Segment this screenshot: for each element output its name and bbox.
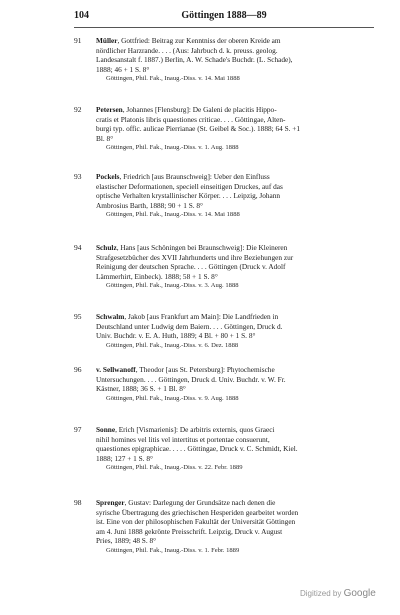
dissertation-note: Göttingen, Phil. Fak., Inaug.-Diss. v. 9. Aug. 1888 [106, 394, 239, 402]
dissertation-note: Göttingen, Phil. Fak., Inaug.-Diss. v. 14. Mai 1888 [106, 211, 240, 219]
dissertation-note: Göttingen, Phil. Fak., Inaug.-Diss. v. 14. Mai 1888 [106, 75, 240, 83]
entry-line: 1888; 46 + 1 S. 8° [96, 64, 150, 74]
entry-line: am 4. Juni 1888 gekrönte Preisschrift. Leipzig, Druck v. August [96, 526, 283, 536]
header-rule [74, 27, 374, 28]
entry-line: Ambrosius Barth, 1888; 90 + 1 S. 8° [96, 200, 203, 210]
entry-line: Schulz, Hans [aus Schöningen bei Braunschweig]: Die Kleineren [96, 243, 288, 252]
entry-line: Pockels, Friedrich [aus Braunschweig]: Ueber den Einfluss [96, 172, 270, 181]
entry-number: 93 [74, 172, 82, 181]
entry-line: Untersuchungen. . . . Göttingen, Druck d. Univ. Buchdr. v. W. Fr. [96, 374, 286, 384]
entry-number: 92 [74, 105, 82, 114]
entry-line: ist. Eine von der philosophischen Fakultät der Universität Göttingen [96, 517, 296, 527]
entry-number: 95 [74, 312, 82, 321]
entry-line: Univ. Buchdr. v. E. A. Huth, 1889; 4 Bl. + 80 + 1 S. 8° [96, 331, 256, 341]
entry-body [96, 105, 374, 153]
dissertation-note: Göttingen, Phil. Fak., Inaug.-Diss. v. 22. Febr. 1889 [106, 464, 243, 472]
page-number: 104 [74, 10, 89, 21]
entry-number: 94 [74, 243, 82, 252]
entry-line: nördlicher Harzrande. . . . (Aus: Jahrbuch d. k. preuss. geolog. [96, 45, 278, 55]
entry-line: Kästner, 1888; 36 S. + 1 Bl. 8° [96, 384, 186, 394]
dissertation-note: Göttingen, Phil. Fak., Inaug.-Diss. v. 3. Aug. 1888 [106, 282, 239, 290]
entry-body [96, 312, 374, 350]
entry-number: 97 [74, 425, 82, 434]
dissertation-note: Göttingen, Phil. Fak., Inaug.-Diss. v. 1. Febr. 1889 [106, 546, 240, 554]
entry-line: 1888; 127 + 1 S. 8° [96, 453, 153, 463]
entry-line: optische Verhalten krystallinischer Körper. . . . Leipzig, Johann [96, 191, 281, 201]
entry-body [96, 365, 374, 403]
entry-line: cratis et Platonis libris quaestiones criticae. . . . Göttingae, Alten- [96, 114, 286, 124]
entry-line: Sonne, Erich [Vismarienis]: De arbitris externis, quos Graeci [96, 425, 275, 434]
entry-line: Sprenger, Gustav: Darlegung der Grundsätze nach denen die [96, 498, 276, 507]
entry-line: Müller, Gottfried: Beitrag zur Kenntniss der oberen Kreide am [96, 36, 281, 45]
running-title: Göttingen 1888—89 [181, 10, 267, 21]
google-logo-text: Google [343, 588, 376, 599]
entry-line: Petersen, Johannes [Flensburg]: De Galeni de placitis Hippo- [96, 105, 277, 114]
entry-line: Lämmerhirt, Einbeck). 1888; 58 + 1 S. 8° [96, 271, 218, 281]
entry-body [96, 425, 374, 473]
entry-line: nihil homines vel litis vel intertitus et portentae consuerunt, [96, 434, 270, 444]
digitized-watermark [300, 588, 376, 599]
entry-body [96, 36, 374, 84]
page-header [74, 10, 374, 24]
entry-line: Pries, 1889; 48 S. 8° [96, 536, 157, 546]
entry-line: syrische Übertragung des griechischen Hesperiden gearbeitet worden [96, 507, 299, 517]
entry-body [96, 172, 374, 220]
entry-number: 98 [74, 498, 82, 507]
entry-number: 96 [74, 365, 82, 374]
entry-body [96, 498, 374, 555]
entry-line: Schwalm, Jakob [aus Frankfurt am Main]: Die Landfrieden in [96, 312, 279, 321]
dissertation-note: Göttingen, Phil. Fak., Inaug.-Diss. v. 6. Dez. 1888 [106, 341, 239, 349]
entry-line: Strafgesetzbücher des XVII Jahrhunderts und ihre Beziehungen zur [96, 252, 294, 262]
digitized-by-text: Digitized by [300, 589, 342, 598]
entry-line: v. Sellwanoff, Theodor [aus St. Petersburg]: Phytochemische [96, 365, 275, 374]
entry-number: 91 [74, 36, 82, 45]
entry-line: Bl. 8° [96, 133, 114, 143]
entry-line: Landesanstalt f. 1887.) Berlin, A. W. Schade's Buchdr. (L. Schade), [96, 55, 293, 65]
entry-line: burgi typ. offic. aulicae Pierrianae (St. Geibel & Soc.). 1888; 64 S. +1 [96, 124, 301, 134]
entry-line: elastischer Deformationen, speciell einseitigen Druckes, auf das [96, 181, 283, 191]
entry-line: Reinigung der deutschen Sprache. . . . Göttingen (Druck v. Adolf [96, 262, 286, 272]
entry-line: quaestiones epigraphicae. . . . . Göttingae, Druck v. C. Schmidt, Kiel. [96, 444, 298, 454]
dissertation-note: Göttingen, Phil. Fak., Inaug.-Diss. v. 1. Aug. 1888 [106, 144, 239, 152]
entry-body [96, 243, 374, 291]
entry-line: Deutschland unter Ludwig dem Baiern. . . . Göttingen, Druck d. [96, 321, 283, 331]
